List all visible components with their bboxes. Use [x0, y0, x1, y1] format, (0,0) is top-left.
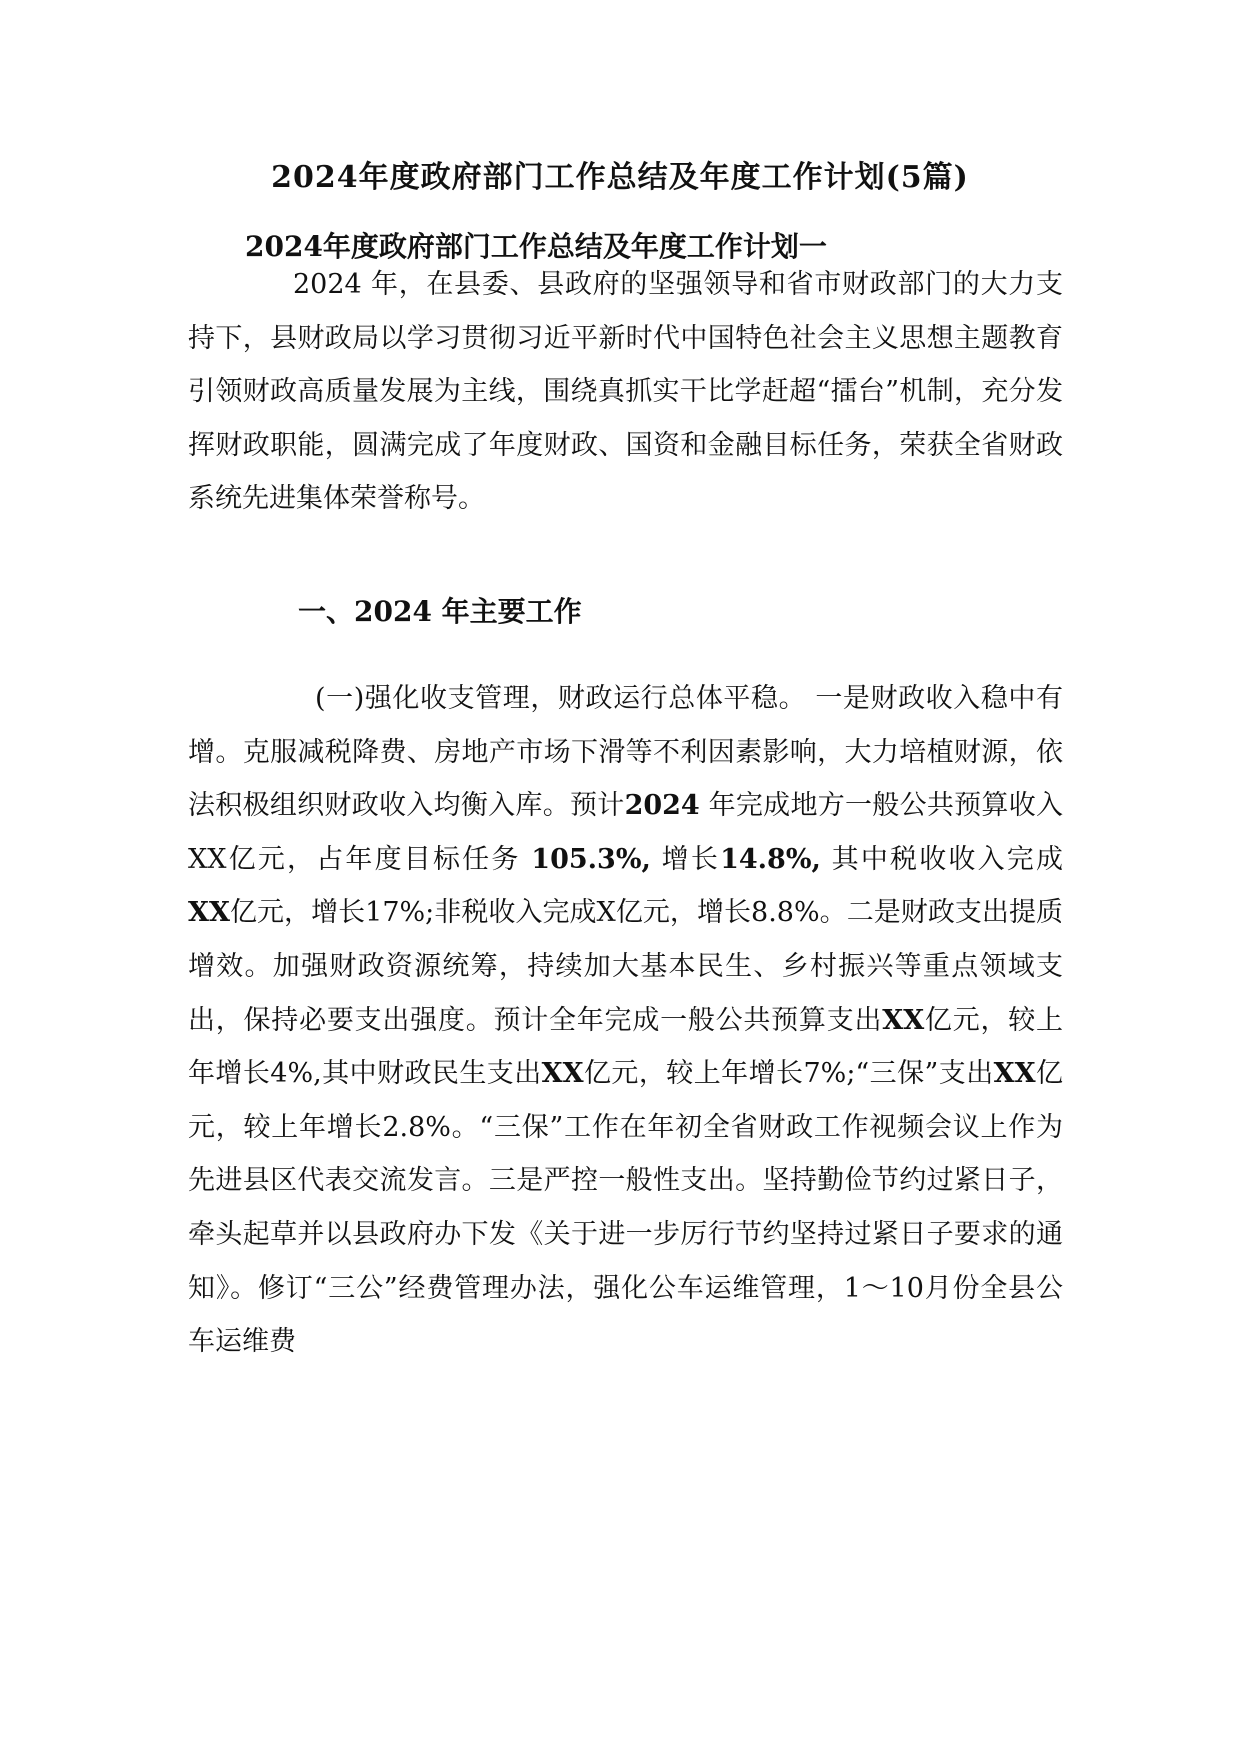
document-title: 2024年度政府部门工作总结及年度工作计划(5篇)	[271, 160, 969, 195]
text-run: 亿元，较上年增长7%;“三保”支出	[583, 1058, 994, 1090]
intro-paragraph: 2024 年，在县委、县政府的坚强领导和省市财政部门的大力支持下，县财政局以学习贯彻习近平新时代中国特色社会主义思想主题教育引领财政高质量发展为主线，围绕真抓实干比学赶超“擂台”机制，充分发挥财政职能，圆满完成了年度财政、国资和金融目标任务，荣获全省财政系统先进集体荣誉称号。	[188, 269, 1063, 515]
main-paragraph	[188, 672, 1063, 1369]
bold-placeholder: XX	[188, 897, 230, 929]
text-run: 增长	[650, 843, 721, 875]
section-heading: 一、2024 年主要工作	[298, 595, 582, 628]
document-subtitle: 2024年度政府部门工作总结及年度工作计划一	[245, 230, 827, 263]
text-run: (一)强化收支管理，财政运行总体平稳。 一是财政收入稳中有增。克服减税降费、房地产市场下滑等不利因素影响，大力培植财源，依法积极组织财政收入均衡入库。预计	[188, 683, 1063, 822]
bold-placeholder: XX	[541, 1058, 584, 1090]
bold-number: 105.3%,	[531, 843, 651, 875]
text-run: 其中税收收入完成	[820, 843, 1063, 875]
bold-number: 2024	[624, 790, 700, 822]
text-run: 亿元，增长17%;非税收入完成X亿元，增长8.8%。二是财政支出提质增效。加强财政资源统筹，持续加大基本民生、乡村振兴等重点领域支出，保持必要支出强度。预计全年完成一般公共预算支出	[188, 897, 1063, 1036]
text-run: 亿元，较上年增长2.8%。“三保”工作在年初全省财政工作视频会议上作为先进县区代表交流发言。三是严控一般性支出。坚持勤俭节约过紧日子，牵头起草并以县政府办下发《关于进一步厉行节约坚持过紧日子要求的通知》。修订“三公”经费管理办法，强化公车运维管理，1～10月份全县公车运维费	[188, 1058, 1063, 1358]
bold-placeholder: XX	[993, 1058, 1036, 1090]
bold-number: 14.8%,	[720, 843, 821, 875]
bold-placeholder: XX	[882, 1004, 925, 1036]
text-run: 亿元，较上年增长4%,其中财政民生支出	[188, 1004, 1064, 1090]
text-run: 年完成地方一般公共预算收入XX亿元，占年度目标任务	[188, 790, 1063, 875]
